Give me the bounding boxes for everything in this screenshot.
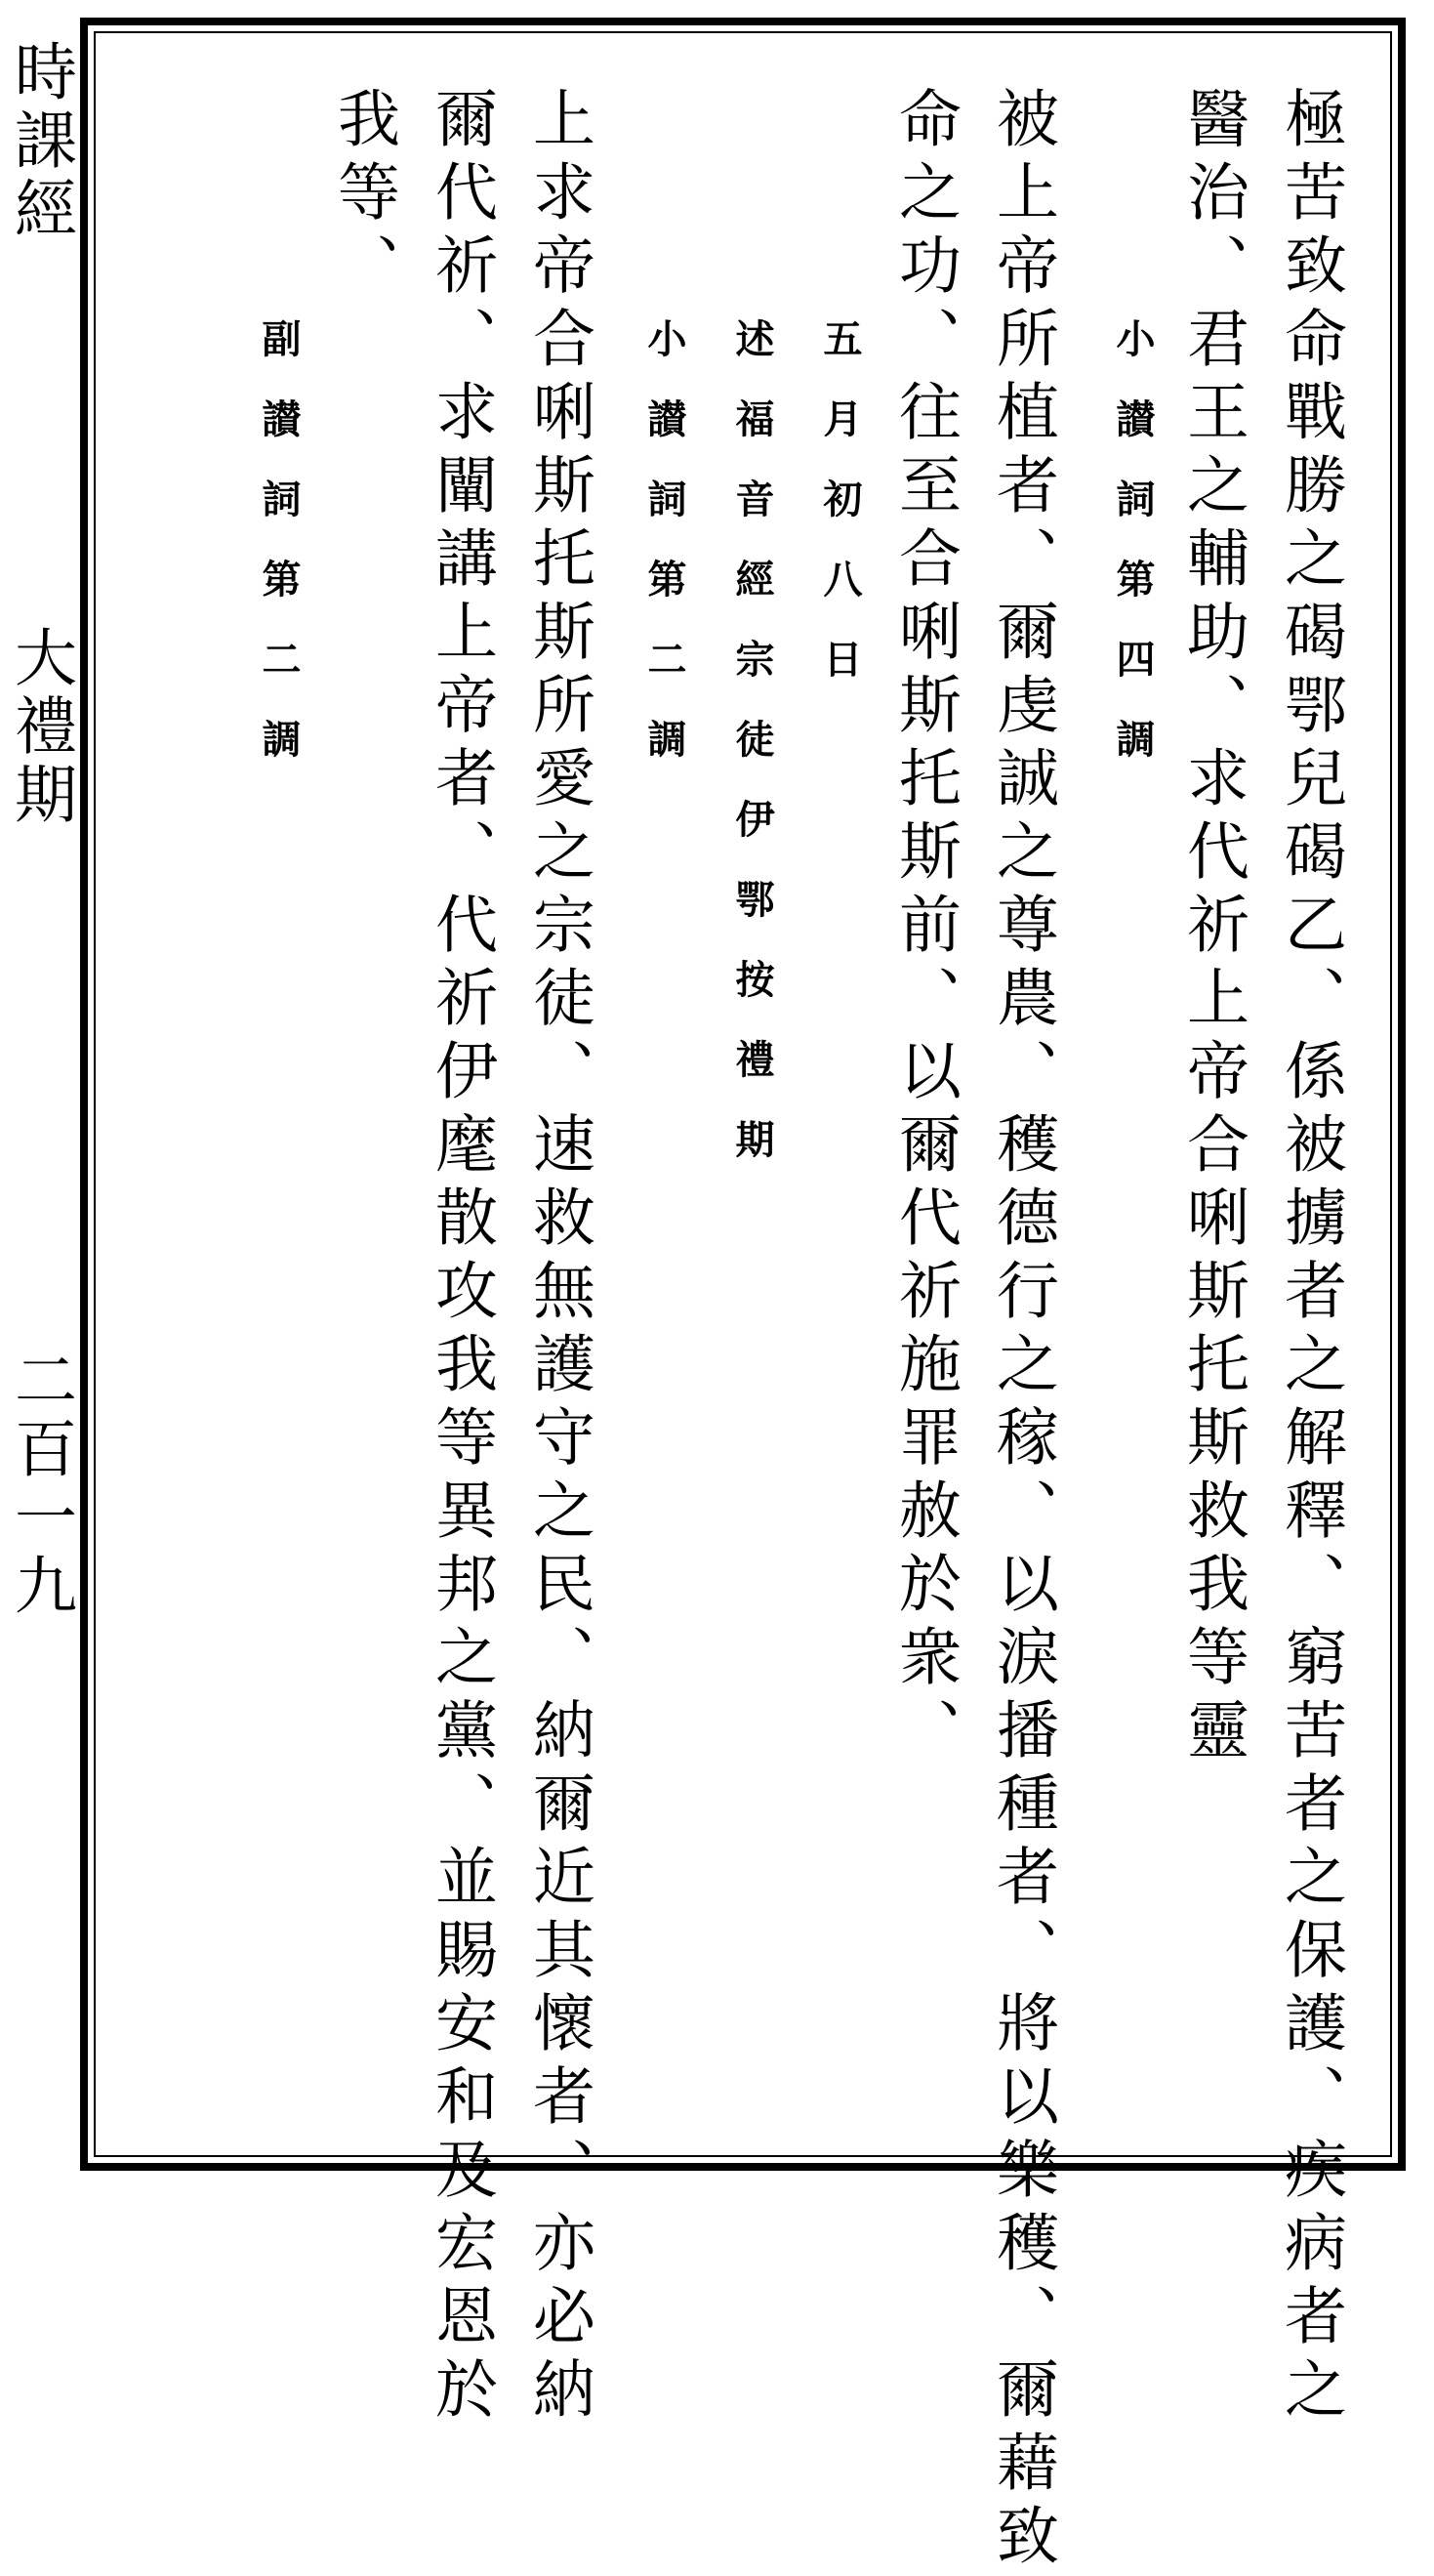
text-column-6: 爾代祈、求闡講上帝者、代祈伊麾散攻我等異邦之黨、並賜安和及宏恩於	[425, 86, 497, 2430]
date-heading: 五月初八日	[817, 318, 863, 719]
text-column-2: 醫治、君王之輔助、求代祈上帝合唎斯托斯救我等靈	[1176, 86, 1249, 1770]
text-column-4: 命之功、往至合唎斯托斯前、以爾代祈施罪赦於衆、	[888, 86, 961, 1770]
hymn-heading-small-second-tone: 小讃詞第二調	[641, 318, 687, 799]
text-column-1: 極苦致命戰勝之碣鄂兒碣乙、係被擄者之解釋、窮苦者之保護、疾病者之	[1274, 86, 1346, 2430]
hymn-heading-vice-second-tone: 副讃詞第二調	[256, 318, 302, 799]
hymn-heading-small-fourth-tone: 小讃詞第四調	[1110, 318, 1156, 799]
text-column-7: 我等、	[327, 86, 399, 306]
text-column-5: 上求帝合唎斯托斯所愛之宗徒、速救無護守之民、納爾近其懷者、亦必納	[522, 86, 594, 2430]
text-column-3: 被上帝所植者、爾虔誠之尊農、穫德行之稼、以淚播種者、將以樂穫、爾藉致	[986, 86, 1058, 2576]
book-title: 時課經	[4, 39, 76, 244]
section-title: 大禮期	[4, 625, 76, 830]
page-number: 二百一九	[4, 1348, 76, 1621]
text-frame	[80, 18, 1406, 2576]
feast-heading: 述福音經宗徒伊鄂按禮期	[729, 318, 775, 1199]
